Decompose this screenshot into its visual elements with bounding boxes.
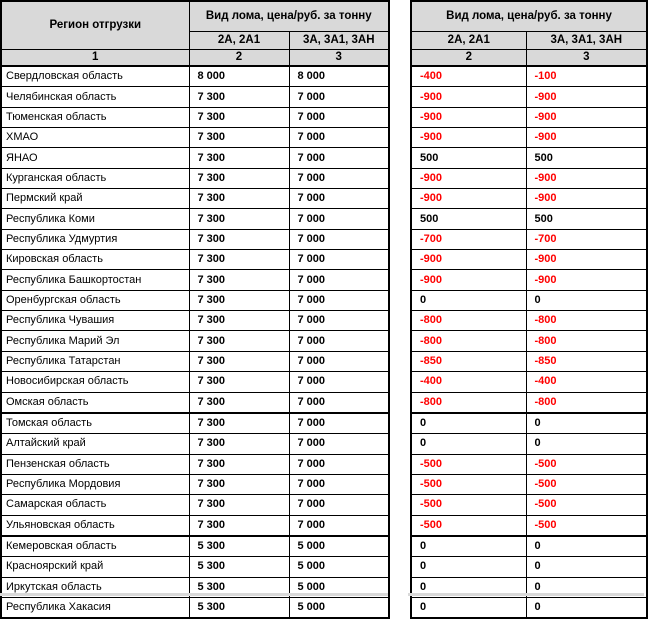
table-row [411, 557, 647, 577]
delta-3a-cell: 0 [526, 290, 647, 310]
price-3a-cell: 7 000 [289, 392, 389, 413]
scrap-type-group-header: Вид лома, цена/руб. за тонну [411, 1, 647, 32]
delta-3a-cell: -900 [526, 250, 647, 270]
region-cell: Республика Мордовия [1, 474, 189, 494]
delta-3a-cell: -500 [526, 474, 647, 494]
region-cell: Красноярский край [1, 557, 189, 577]
delta-2a-cell: -500 [411, 495, 526, 515]
delta-3a-cell: 500 [526, 209, 647, 229]
region-cell: Омская область [1, 392, 189, 413]
delta-3a-cell: -900 [526, 128, 647, 148]
price-2a-cell: 7 300 [189, 87, 289, 107]
price-3a-cell: 7 000 [289, 351, 389, 371]
price-2a-cell: 7 300 [189, 351, 289, 371]
table-row [1, 474, 389, 494]
table-row [1, 372, 389, 392]
table-row [1, 270, 389, 290]
scrap-type-group-header: Вид лома, цена/руб. за тонну [189, 1, 389, 32]
delta-2a-cell: -400 [411, 66, 526, 87]
delta-2a-cell: -850 [411, 351, 526, 371]
delta-2a-cell: -900 [411, 87, 526, 107]
region-cell: Республика Коми [1, 209, 189, 229]
region-cell: Республика Чувашия [1, 311, 189, 331]
table-row [1, 107, 389, 127]
delta-2a-cell: 0 [411, 597, 526, 618]
table-row [411, 229, 647, 249]
price-3a-cell: 7 000 [289, 168, 389, 188]
price-3a-cell: 5 000 [289, 597, 389, 618]
table-row [411, 270, 647, 290]
delta-table-body [411, 66, 647, 618]
table-row [411, 434, 647, 454]
price-3a-cell: 7 000 [289, 454, 389, 474]
table-row [411, 413, 647, 434]
delta-2a-cell: -500 [411, 474, 526, 494]
region-cell: Кировская область [1, 250, 189, 270]
table-row [411, 107, 647, 127]
table-row [1, 413, 389, 434]
column-index-2: 2 [189, 50, 289, 67]
table-row [411, 536, 647, 557]
table-row [1, 434, 389, 454]
column-header-2a: 2А, 2А1 [411, 32, 526, 50]
delta-3a-cell: -900 [526, 107, 647, 127]
price-3a-cell: 7 000 [289, 331, 389, 351]
price-3a-cell: 5 000 [289, 536, 389, 557]
delta-3a-cell: -900 [526, 270, 647, 290]
price-3a-cell: 7 000 [289, 434, 389, 454]
table-row [1, 454, 389, 474]
delta-3a-cell: -100 [526, 66, 647, 87]
region-cell: Республика Башкортостан [1, 270, 189, 290]
table-row [411, 209, 647, 229]
region-cell: Свердловская область [1, 66, 189, 87]
table-row [411, 495, 647, 515]
price-2a-cell: 7 300 [189, 168, 289, 188]
price-2a-cell: 7 300 [189, 270, 289, 290]
price-2a-cell: 5 300 [189, 597, 289, 618]
price-3a-cell: 7 000 [289, 229, 389, 249]
delta-3a-cell: 0 [526, 597, 647, 618]
price-3a-cell: 7 000 [289, 474, 389, 494]
table-row [1, 128, 389, 148]
price-2a-cell: 7 300 [189, 331, 289, 351]
delta-3a-cell: -800 [526, 392, 647, 413]
delta-2a-cell: -900 [411, 107, 526, 127]
delta-3a-cell: -850 [526, 351, 647, 371]
table-row [1, 495, 389, 515]
price-2a-cell: 7 300 [189, 311, 289, 331]
table-row [1, 66, 389, 87]
price-3a-cell: 7 000 [289, 189, 389, 209]
region-cell: Курганская область [1, 168, 189, 188]
table-row [1, 209, 389, 229]
delta-3a-cell: -500 [526, 495, 647, 515]
delta-2a-cell: -500 [411, 454, 526, 474]
region-cell: Кемеровская область [1, 536, 189, 557]
delta-2a-cell: -900 [411, 189, 526, 209]
delta-2a-cell: 0 [411, 536, 526, 557]
price-2a-cell: 7 300 [189, 107, 289, 127]
delta-2a-cell: 0 [411, 290, 526, 310]
table-row [1, 331, 389, 351]
price-2a-cell: 7 300 [189, 189, 289, 209]
column-index-3: 3 [526, 50, 647, 67]
price-table-body [1, 66, 389, 618]
delta-3a-cell: 0 [526, 577, 647, 597]
price-3a-cell: 7 000 [289, 311, 389, 331]
region-cell: ХМАО [1, 128, 189, 148]
table-row [411, 474, 647, 494]
region-cell: Республика Хакасия [1, 597, 189, 618]
table-row [411, 311, 647, 331]
region-cell: ЯНАО [1, 148, 189, 168]
column-header-3a: 3А, 3А1, 3АН [289, 32, 389, 50]
table-row [1, 515, 389, 536]
delta-2a-cell: 0 [411, 413, 526, 434]
region-cell: Тюменская область [1, 107, 189, 127]
table-row [411, 372, 647, 392]
column-header-2a: 2А, 2А1 [189, 32, 289, 50]
price-2a-cell: 7 300 [189, 454, 289, 474]
price-2a-cell: 5 300 [189, 536, 289, 557]
delta-3a-cell: -800 [526, 311, 647, 331]
region-cell: Пермский край [1, 189, 189, 209]
region-cell: Самарская область [1, 495, 189, 515]
column-header-3a: 3А, 3А1, 3АН [526, 32, 647, 50]
table-row [1, 189, 389, 209]
price-2a-cell: 7 300 [189, 413, 289, 434]
header-row-index [1, 50, 389, 67]
table-row [1, 311, 389, 331]
delta-2a-cell: -500 [411, 515, 526, 536]
header-row-group [411, 1, 647, 32]
delta-3a-cell: 0 [526, 413, 647, 434]
table-row [411, 128, 647, 148]
table-row [411, 515, 647, 536]
table-row [411, 454, 647, 474]
region-column-header: Регион отгрузки [1, 1, 189, 50]
region-cell: Новосибирская область [1, 372, 189, 392]
table-row [411, 66, 647, 87]
price-3a-cell: 7 000 [289, 495, 389, 515]
table-row [1, 536, 389, 557]
price-2a-cell: 7 300 [189, 392, 289, 413]
price-2a-cell: 7 300 [189, 434, 289, 454]
header-row-columns [411, 32, 647, 50]
delta-2a-cell: 500 [411, 148, 526, 168]
delta-2a-cell: 500 [411, 209, 526, 229]
delta-3a-cell: 0 [526, 434, 647, 454]
price-3a-cell: 7 000 [289, 148, 389, 168]
table-row [411, 331, 647, 351]
delta-3a-cell: -900 [526, 168, 647, 188]
delta-2a-cell: -900 [411, 168, 526, 188]
price-2a-cell: 7 300 [189, 148, 289, 168]
price-2a-cell: 5 300 [189, 557, 289, 577]
table-row [411, 392, 647, 413]
header-row-group [1, 1, 389, 32]
price-2a-cell: 8 000 [189, 66, 289, 87]
delta-3a-cell: -500 [526, 515, 647, 536]
delta-3a-cell: 0 [526, 536, 647, 557]
price-3a-cell: 7 000 [289, 515, 389, 536]
price-2a-cell: 5 300 [189, 577, 289, 597]
delta-2a-cell: -900 [411, 128, 526, 148]
delta-2a-cell: -800 [411, 331, 526, 351]
table-row [411, 87, 647, 107]
price-2a-cell: 7 300 [189, 209, 289, 229]
region-cell: Томская область [1, 413, 189, 434]
table-row [1, 290, 389, 310]
table-row [1, 168, 389, 188]
delta-2a-cell: -400 [411, 372, 526, 392]
price-2a-cell: 7 300 [189, 372, 289, 392]
table-row [411, 290, 647, 310]
price-3a-cell: 7 000 [289, 128, 389, 148]
region-cell: Алтайский край [1, 434, 189, 454]
region-cell: Иркутская область [1, 577, 189, 597]
region-cell: Пензенская область [1, 454, 189, 474]
delta-3a-cell: -400 [526, 372, 647, 392]
price-3a-cell: 5 000 [289, 557, 389, 577]
delta-2a-cell: 0 [411, 577, 526, 597]
price-2a-cell: 7 300 [189, 474, 289, 494]
table-row [1, 392, 389, 413]
table-row [411, 597, 647, 618]
delta-3a-cell: -800 [526, 331, 647, 351]
region-cell: Республика Татарстан [1, 351, 189, 371]
price-3a-cell: 7 000 [289, 209, 389, 229]
price-3a-cell: 7 000 [289, 372, 389, 392]
delta-3a-cell: 0 [526, 557, 647, 577]
price-2a-cell: 7 300 [189, 515, 289, 536]
table-row [1, 229, 389, 249]
delta-3a-cell: -900 [526, 189, 647, 209]
delta-2a-cell: 0 [411, 434, 526, 454]
price-2a-cell: 7 300 [189, 229, 289, 249]
table-row [411, 250, 647, 270]
delta-2a-cell: 0 [411, 557, 526, 577]
column-index-2: 2 [411, 50, 526, 67]
price-3a-cell: 8 000 [289, 66, 389, 87]
table-row [411, 168, 647, 188]
price-3a-cell: 7 000 [289, 250, 389, 270]
delta-2a-cell: -800 [411, 311, 526, 331]
region-cell: Ульяновская область [1, 515, 189, 536]
header-row-index [411, 50, 647, 67]
table-row [1, 351, 389, 371]
price-3a-cell: 7 000 [289, 270, 389, 290]
delta-2a-cell: -900 [411, 270, 526, 290]
region-cell: Республика Марий Эл [1, 331, 189, 351]
delta-table [410, 0, 648, 619]
table-row [411, 351, 647, 371]
table-row [1, 250, 389, 270]
price-3a-cell: 7 000 [289, 290, 389, 310]
price-2a-cell: 7 300 [189, 250, 289, 270]
delta-3a-cell: -700 [526, 229, 647, 249]
price-2a-cell: 7 300 [189, 128, 289, 148]
price-3a-cell: 7 000 [289, 87, 389, 107]
price-3a-cell: 7 000 [289, 107, 389, 127]
price-3a-cell: 5 000 [289, 577, 389, 597]
table-row [411, 189, 647, 209]
column-index-1: 1 [1, 50, 189, 67]
table-row [1, 597, 389, 618]
region-cell: Челябинская область [1, 87, 189, 107]
table-row [1, 87, 389, 107]
delta-2a-cell: -700 [411, 229, 526, 249]
price-3a-cell: 7 000 [289, 413, 389, 434]
delta-3a-cell: -500 [526, 454, 647, 474]
table-row [1, 557, 389, 577]
price-2a-cell: 7 300 [189, 290, 289, 310]
delta-3a-cell: 500 [526, 148, 647, 168]
delta-2a-cell: -800 [411, 392, 526, 413]
price-2a-cell: 7 300 [189, 495, 289, 515]
delta-3a-cell: -900 [526, 87, 647, 107]
column-index-3: 3 [289, 50, 389, 67]
region-cell: Оренбургская область [1, 290, 189, 310]
delta-2a-cell: -900 [411, 250, 526, 270]
region-cell: Республика Удмуртия [1, 229, 189, 249]
table-row [411, 148, 647, 168]
table-row [1, 148, 389, 168]
